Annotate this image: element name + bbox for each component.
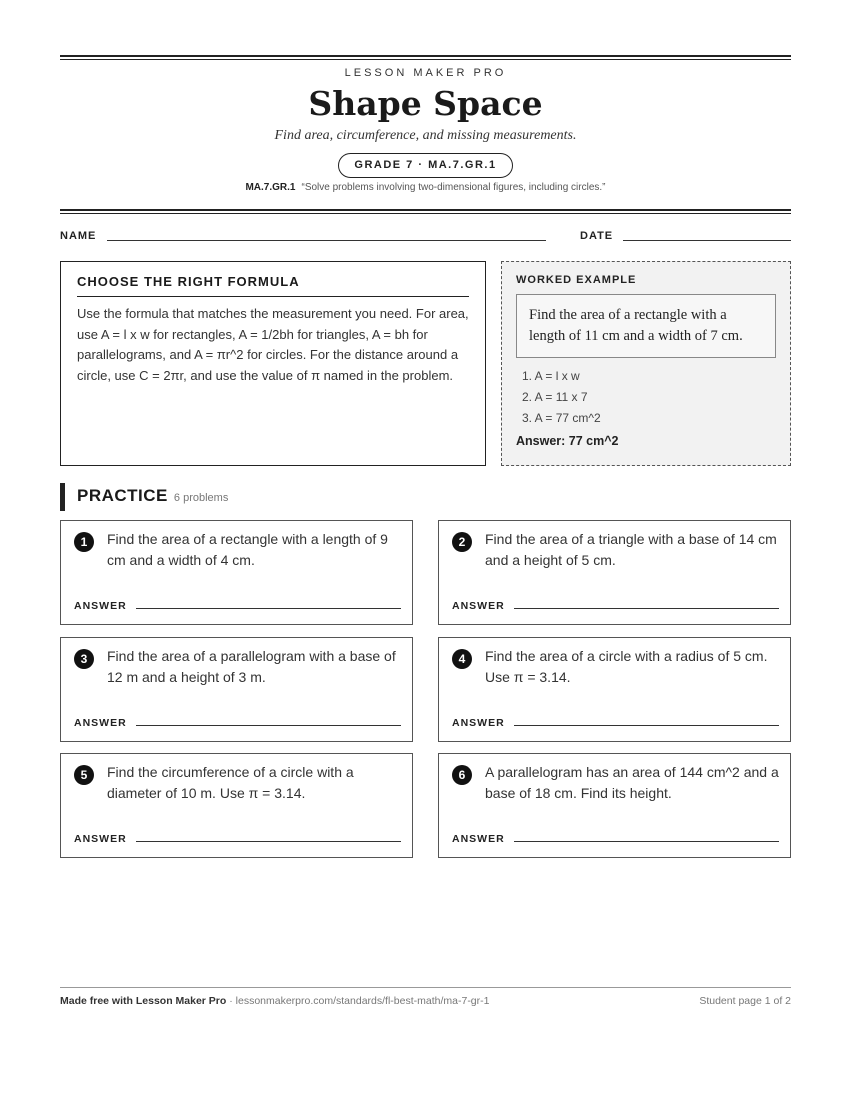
answer-label: ANSWER bbox=[452, 833, 505, 845]
student-info-row bbox=[60, 230, 791, 246]
worked-example-step: 2. A = 11 x 7 bbox=[522, 390, 588, 404]
formula-box bbox=[60, 261, 486, 466]
answer-label: ANSWER bbox=[74, 833, 127, 845]
answer-label: ANSWER bbox=[74, 717, 127, 729]
problem-number: 3 bbox=[74, 649, 94, 669]
page-title: Shape Space bbox=[308, 84, 543, 123]
problem-card-5 bbox=[60, 753, 413, 858]
problem-number: 1 bbox=[74, 532, 94, 552]
problem-card-3 bbox=[60, 637, 413, 742]
header-bottom-rule bbox=[60, 209, 791, 214]
worked-example-step: 3. A = 77 cm^2 bbox=[522, 411, 601, 425]
problem-text: Find the area of a circle with a radius of 5 cm. Use π = 3.14. bbox=[485, 648, 768, 685]
formula-box-title: CHOOSE THE RIGHT FORMULA bbox=[77, 274, 469, 297]
worked-example-steps bbox=[516, 366, 776, 429]
answer-label: ANSWER bbox=[452, 717, 505, 729]
practice-count: 6 problems bbox=[173, 492, 229, 504]
standard-line bbox=[60, 182, 791, 193]
standard-text: “Solve problems involving two-dimensional figures, including circles.” bbox=[301, 182, 606, 193]
page-subtitle: Find area, circumference, and missing measurements. bbox=[274, 128, 577, 143]
problem-number: 5 bbox=[74, 765, 94, 785]
date-field[interactable] bbox=[623, 240, 791, 241]
worksheet-page bbox=[60, 0, 791, 1100]
problem-number: 4 bbox=[452, 649, 472, 669]
problem-text: Find the area of a rectangle with a length of 9 cm and a width of 4 cm. bbox=[107, 531, 388, 568]
name-label: NAME bbox=[60, 230, 97, 242]
answer-field[interactable] bbox=[514, 841, 779, 842]
worked-example-title: WORKED EXAMPLE bbox=[516, 274, 637, 286]
problem-text: A parallelogram has an area of 144 cm^2 and a base of 18 cm. Find its height. bbox=[485, 764, 779, 801]
worked-example-problem: Find the area of a rectangle with a length of 11 cm and a width of 7 cm. bbox=[516, 294, 776, 358]
answer-label: ANSWER bbox=[74, 600, 127, 612]
answer-field[interactable] bbox=[514, 725, 779, 726]
problem-card-1 bbox=[60, 520, 413, 625]
problem-text: Find the area of a parallelogram with a base of 12 m and a height of 3 m. bbox=[107, 648, 396, 685]
formula-box-body: Use the formula that matches the measurement you need. For area, use A = l x w for rectangles, A = 1/2bh for triangles, A = bh for parallelograms, and A = πr^2 for circles. For the distance around a circle, use C = 2πr, and use the value of π named in the problem. bbox=[77, 306, 469, 383]
footer-rule bbox=[60, 987, 791, 988]
practice-heading bbox=[60, 483, 228, 511]
date-label: DATE bbox=[580, 230, 614, 242]
worked-example-answer: Answer: 77 cm^2 bbox=[516, 434, 619, 448]
footer-credit bbox=[60, 995, 489, 1007]
problem-card-6 bbox=[438, 753, 791, 858]
name-field[interactable] bbox=[107, 240, 546, 241]
problem-text: Find the circumference of a circle with a diameter of 10 m. Use π = 3.14. bbox=[107, 764, 354, 801]
answer-field[interactable] bbox=[136, 841, 401, 842]
header-top-rule bbox=[60, 55, 791, 60]
problem-text: Find the area of a triangle with a base of 14 cm and a height of 5 cm. bbox=[485, 531, 777, 568]
problem-number: 6 bbox=[452, 765, 472, 785]
footer-url: · lessonmakerpro.com/standards/fl-best-math/ma-7-gr-1 bbox=[226, 995, 490, 1007]
problem-card-2 bbox=[438, 520, 791, 625]
footer-made-with: Made free with Lesson Maker Pro bbox=[60, 995, 227, 1007]
answer-field[interactable] bbox=[514, 608, 779, 609]
problem-card-4 bbox=[438, 637, 791, 742]
brand-name: LESSON MAKER PRO bbox=[344, 67, 507, 79]
standard-code: MA.7.GR.1 bbox=[245, 182, 296, 193]
answer-field[interactable] bbox=[136, 608, 401, 609]
grade-badge: GRADE 7 · MA.7.GR.1 bbox=[338, 153, 513, 178]
worked-example-box bbox=[501, 261, 791, 466]
worked-example-step: 1. A = l x w bbox=[522, 369, 580, 383]
practice-title: PRACTICE bbox=[77, 486, 168, 505]
problem-number: 2 bbox=[452, 532, 472, 552]
answer-label: ANSWER bbox=[452, 600, 505, 612]
footer-page-number: Student page 1 of 2 bbox=[699, 995, 791, 1007]
answer-field[interactable] bbox=[136, 725, 401, 726]
